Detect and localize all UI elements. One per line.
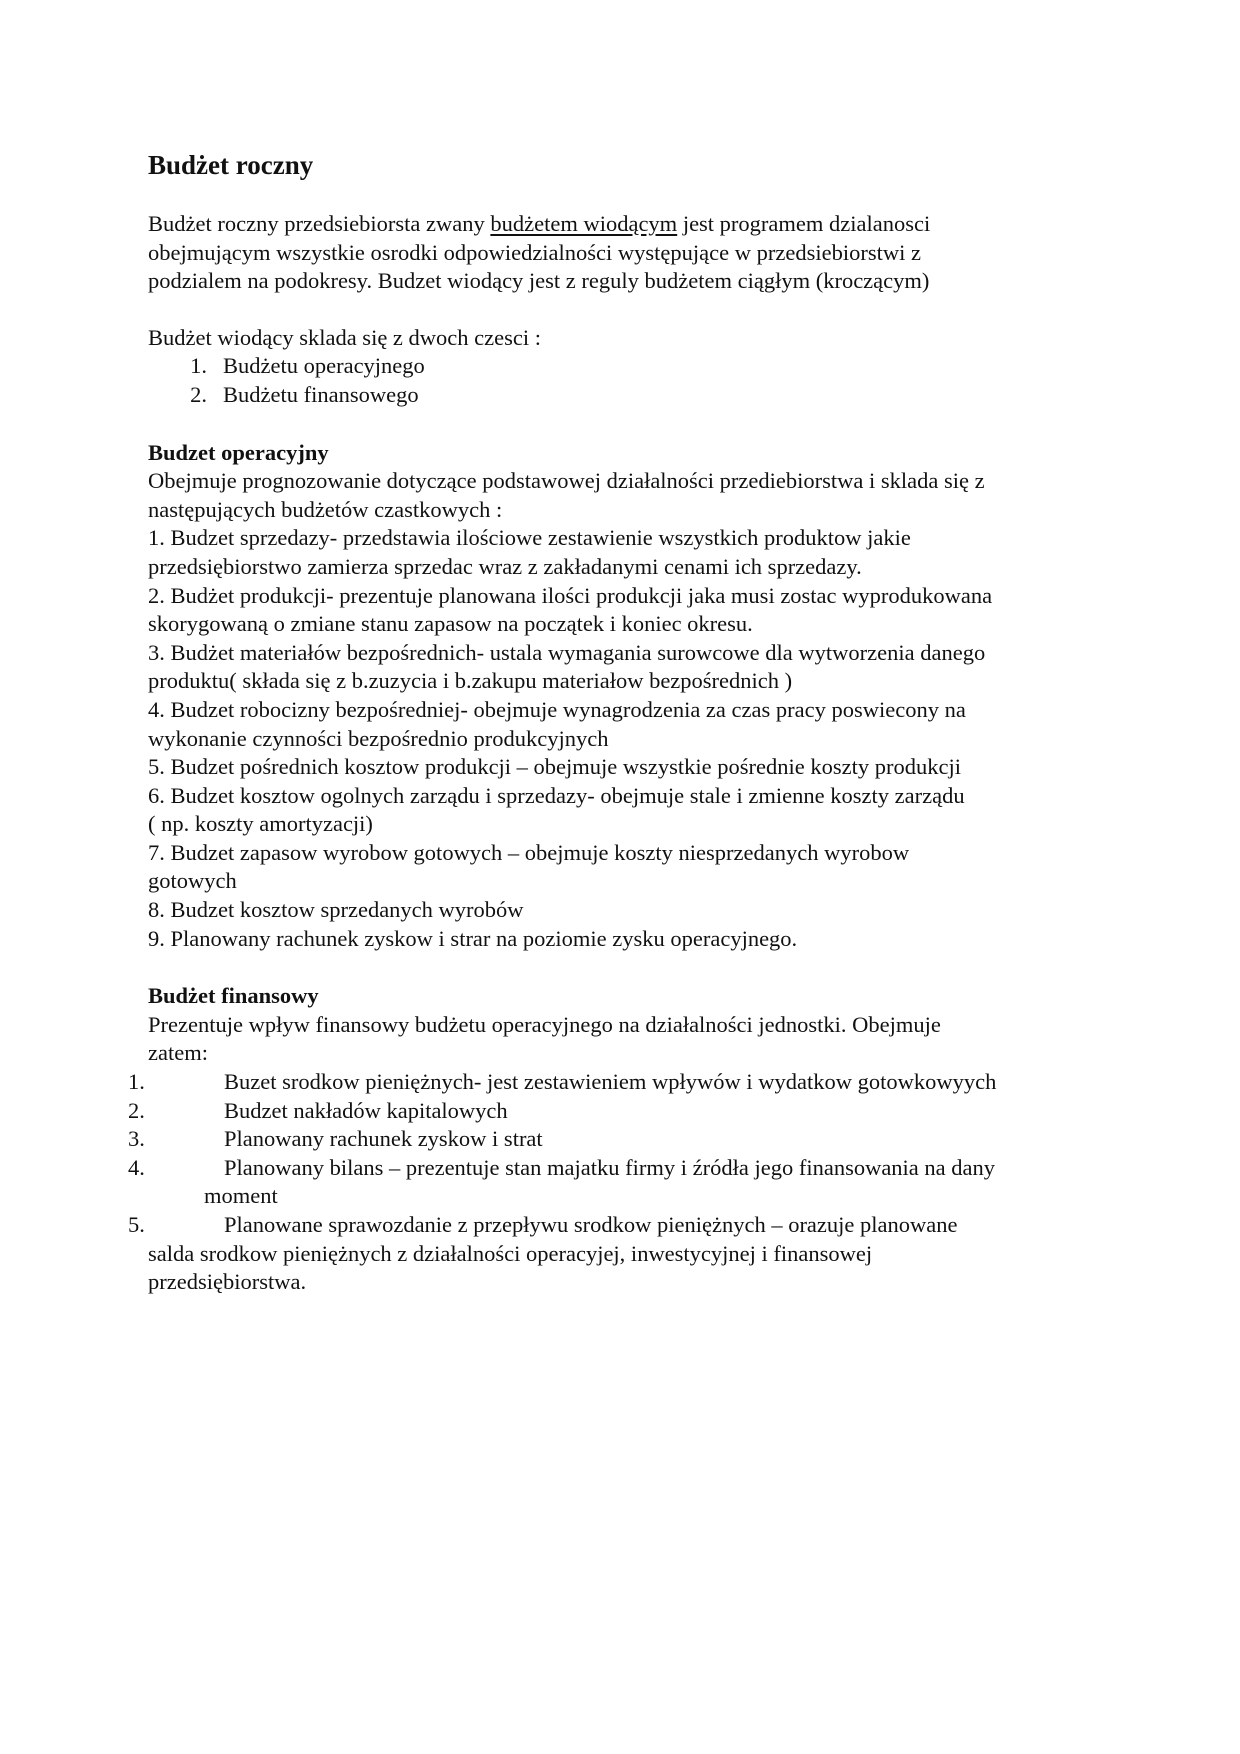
list-number: 2. <box>128 1097 145 1123</box>
text-line: wykonanie czynności bezpośrednio produkcyjnych <box>148 725 609 751</box>
text-line: 4. Budzet robocizny bezpośredniej- obejmuje wynagrodzenia za czas pracy poswiecony na <box>148 696 966 722</box>
intro-line-1: Budżet roczny przedsiebiorsta zwany budżetem wiodącym jest programem dzialanosci <box>148 211 931 236</box>
list-number: 1. <box>128 1069 145 1095</box>
text-line: gotowych <box>148 868 237 894</box>
list-item: 4. Planowany bilans – prezentuje stan majatku firmy i źródła jego finansowania na dany moment <box>148 1154 1108 1211</box>
financial-lead: Prezentuje wpływ finansowy budżetu operacyjnego na działalności jednostki. Obejmuje zatem: <box>148 1011 941 1066</box>
list-number: 1. <box>190 353 207 379</box>
list-continuation: moment <box>204 1183 278 1209</box>
text-line: 6. Budzet kosztow ogolnych zarządu i sprzedazy- obejmuje stale i zmienne koszty zarządu <box>148 782 965 808</box>
list-item: 3. Planowany rachunek zyskow i strat <box>148 1125 1108 1154</box>
list-number: 3. <box>128 1126 145 1152</box>
document-title: Budżet roczny <box>148 150 314 180</box>
financial-heading: Budżet finansowy <box>148 983 319 1009</box>
text-line: 5. Budzet pośrednich kosztow produkcji – obejmuje wszystkie pośrednie koszty produkcji <box>148 754 961 780</box>
list-continuation: salda srodkow pieniężnych z działalności operacyjej, inwestycyjnej i finansowej <box>148 1240 873 1266</box>
list-item: 5. Planowane sprawozdanie z przepływu srodkow pieniężnych – orazuje planowane salda srodkow pieniężnych z działalności operacyjej, inwestycyjnej i finansowej przedsiębiorstwa. <box>148 1211 1108 1297</box>
parts-lead: Budżet wiodący sklada się z dwoch czesci : <box>148 324 541 350</box>
text-line: ( np. koszty amortyzacji) <box>148 811 373 837</box>
text-line: 8. Budzet kosztow sprzedanych wyrobów <box>148 897 524 923</box>
list-continuation: przedsiębiorstwa. <box>148 1269 307 1295</box>
operational-items <box>148 524 1108 953</box>
parts-list <box>148 352 1108 409</box>
intro-line-2: obejmującym wszystkie osrodki odpowiedzialności występujące w przedsiebiorstwi z <box>148 239 921 265</box>
list-item: 2. Budzet nakładów kapitalowych <box>148 1097 1108 1126</box>
text-line: 7. Budzet zapasow wyrobow gotowych – obejmuje koszty niesprzedanych wyrobow <box>148 839 910 865</box>
text-line: 1. Budzet sprzedazy- przedstawia ilościowe zestawienie wszystkich produktow jakie <box>148 525 911 551</box>
financial-list <box>128 1068 1108 1297</box>
text-line: 3. Budżet materiałów bezpośrednich- ustala wymagania surowcowe dla wytworzenia danego <box>148 639 986 665</box>
text-line: 9. Planowany rachunek zyskow i strar na poziomie zysku operacyjnego. <box>148 925 798 951</box>
operational-heading: Budzet operacyjny <box>148 439 329 465</box>
intro-paragraph <box>148 210 1108 296</box>
text-line: przedsiębiorstwo zamierza sprzedac wraz z zakładanymi cenami ich sprzedazy. <box>148 553 862 579</box>
list-number: 4. <box>128 1154 145 1180</box>
text-line: skorygowaną o zmiane stanu zapasow na początek i koniec okresu. <box>148 611 753 637</box>
intro-line-3: podzialem na podokresy. Budzet wiodący jest z reguly budżetem ciągłym (kroczącym) <box>148 268 930 294</box>
operational-lead: Obejmuje prognozowanie dotyczące podstawowej działalności przediebiorstwa i sklada się z następujących budżetów czastkowych : <box>148 468 985 522</box>
leading-budget-link[interactable]: budżetem wiodącym <box>490 211 678 236</box>
text-line: produktu( składa się z b.zuzycia i b.zakupu materiałow bezpośrednich ) <box>148 668 793 694</box>
list-number: 2. <box>190 381 207 407</box>
document-body <box>128 146 1108 1297</box>
list-item: 1. Buzet srodkow pieniężnych- jest zestawieniem wpływów i wydatkow gotowkowyych <box>148 1068 1108 1097</box>
list-item: 1. Budżetu operacyjnego <box>148 352 1108 381</box>
list-number: 5. <box>128 1212 145 1237</box>
text-line: 2. Budżet produkcji- prezentuje planowana ilości produkcji jaka musi zostac wyprodukowana <box>148 582 993 608</box>
list-item: 2. Budżetu finansowego <box>148 381 1108 410</box>
